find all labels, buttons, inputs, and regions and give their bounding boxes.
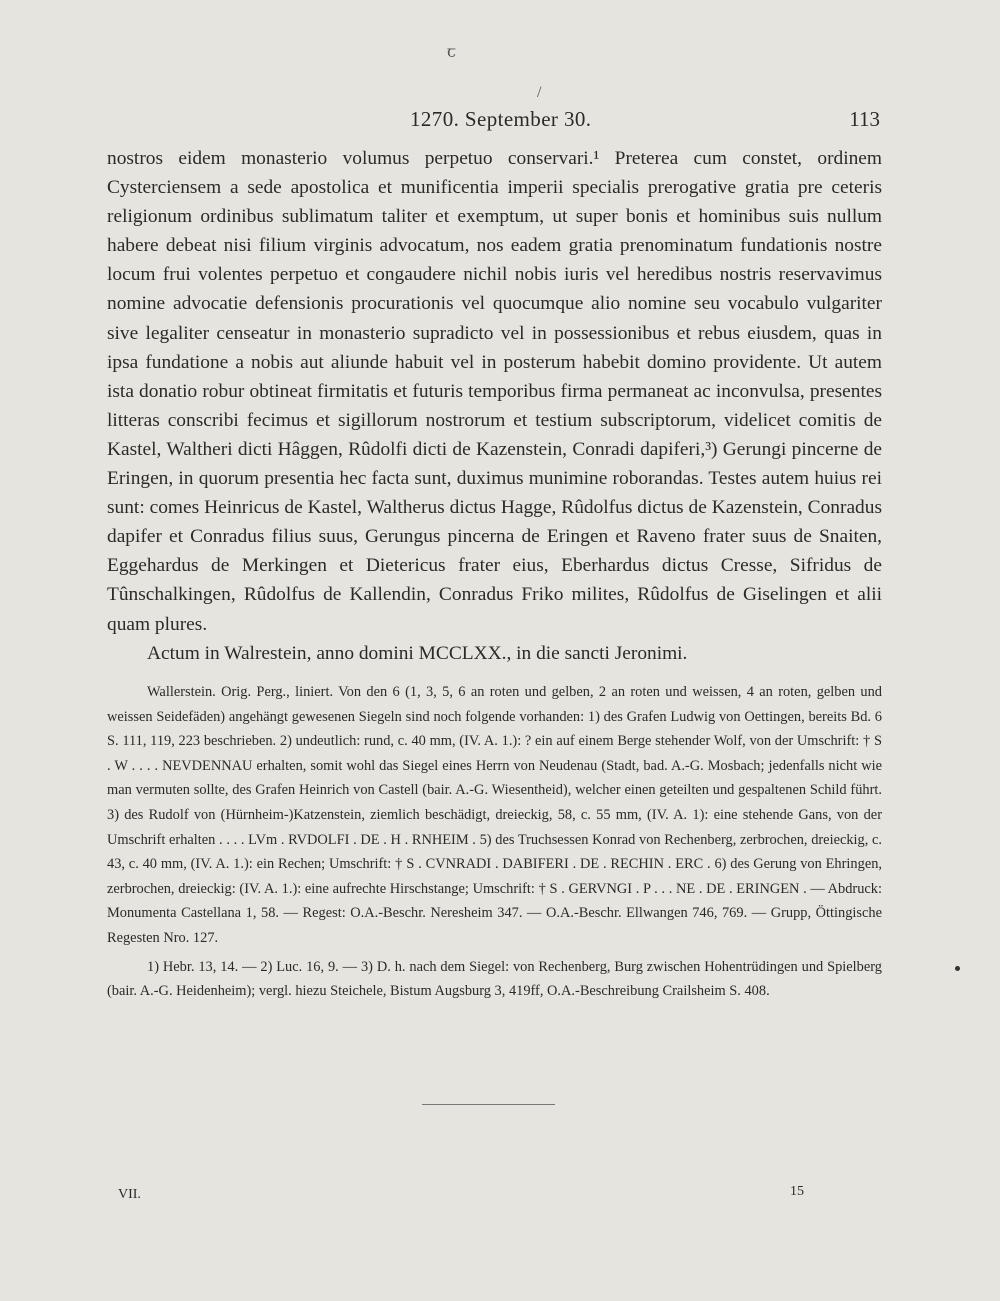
header-title: 1270. September 30. — [410, 107, 592, 131]
charter-body: nostros eidem monasterio volumus perpetuo conservari.¹ Preterea cum constet, ordinem Cysterciensem a sede apostolica et munificentia imperii specialis prerogative gratia pre ceteris religionum ordinibus sublimatum taliter et exemptum, ut super bonis et hominibus suis nullum habere debeat nisi filium virginis advocatum, nos eadem gratia prenominatum fundationis nostre locum frui volentes perpetuo et congaudere nichil nobis iuris vel heredibus nostris reservavimus nomine advocatie defensionis procurationis vel quocumque alio nomine seu vocabulo vulgariter sive legaliter censeatur in monasterio supradicto vel in possessionibus et rebus eiusdem, quas in ipsa fundatione a nobis aut aliunde habuit vel in posterum habebit domino providente. Ut autem ista donatio robur obtineat firmitatis et futuris temporibus firma permaneat ac inconvulsa, presentes litteras conscribi fecimus et sigillorum nostrorum et testium subscriptorum, videlicet comitis de Kastel, Waltheri dicti Hâggen, Rûdolfi dicti de Kazenstein, Conradi dapiferi,³) Gerungi pincerne de Eringen, in quorum presentia hec facta sunt, duximus munimine roborandas. Testes autem huius rei sunt: comes Heinricus de Kastel, Waltherus dictus Hagge, Rûdolfus dictus de Kazenstein, Conradus dapifer et Conradus filius suus, Gerungus pincerna de Eringen et Raveno frater suus de Snaiten, Eggehardus de Merkingen et Dietericus frater eius, Eberhardus dictus Cresse, Sifridus de Tûnschalkingen, Rûdolfus de Kallendin, Conradus Friko milites, Rûdolfus de Giselingen et alii quam plures. — [107, 148, 882, 635]
page-mark-slash: / — [537, 84, 542, 101]
ink-speck — [955, 966, 960, 971]
separator-rule — [422, 1104, 555, 1105]
editorial-notes — [107, 680, 882, 1004]
running-header — [107, 107, 880, 137]
sheet-number: 15 — [790, 1184, 804, 1199]
signature-mark: VII. — [118, 1187, 141, 1202]
footnotes: 1) Hebr. 13, 14. — 2) Luc. 16, 9. — 3) D. h. nach dem Siegel: von Rechenberg, Burg zwischen Hohentrüdingen und Spielberg (bair. A.-G. Heidenheim); vergl. hiezu Steichele, Bistum Augsburg 3, 419ff, O.A.-Beschreibung Crailsheim S. 408. — [107, 958, 882, 1000]
page-number: 113 — [849, 107, 880, 131]
page-mark-top: ꞇ — [447, 44, 456, 61]
charter-text — [107, 144, 882, 668]
critical-apparatus: Wallerstein. Orig. Perg., liniert. Von den 6 (1, 3, 5, 6 an roten und gelben, 2 an roten und weissen, 4 an roten, gelben und weissen Seidefäden) angehängt gewesenen Siegeln sind noch folgende vorhanden: 1) des Grafen Ludwig von Oettingen, bereits Bd. 6 S. 111, 119, 223 beschrieben. 2) undeutlich: rund, c. 40 mm, (IV. A. 1.): ? ein auf einem Berge stehender Wolf, von der Umschrift: † S . W . . . . NEVDENNAU erhalten, somit wohl das Siegel eines Herrn von Neudenau (Stadt, bad. A.-G. Mosbach; jedenfalls nicht wie man vermuten sollte, des Grafen Heinrich von Castell (bair. A.-G. Wiesentheid), welcher einen geteilten und gespaltenen Schild führt. 3) des Rudolf von (Hürnheim-)Katzenstein, ziemlich beschädigt, dreieckig, 58, c. 55 mm, (IV. A. 1): eine stehende Gans, von der Umschrift erhalten . . . . LVm . RVDOLFI . DE . H . RNHEIM . 5) des Truchsessen Konrad von Rechenberg, zerbrochen, dreieckig, c. 43, c. 40 mm, (IV. A. 1.): ein Rechen; Umschrift: † S . CVNRADI . DABIFERI . DE . RECHIN . ERC . 6) des Gerung von Ehringen, zerbrochen, dreieckig: (IV. A. 1.): eine aufrechte Hirschstange; Umschrift: † S . GERVNGI . P . . . NE . DE . ERINGEN . — Abdruck: Monumenta Castellana 1, 58. — Regest: O.A.-Beschr. Neresheim 347. — O.A.-Beschr. Ellwangen 746, 769. — Grupp, Öttingische Regesten Nro. 127. — [107, 684, 882, 946]
charter-dating: Actum in Walrestein, anno domini MCCLXX., in die sancti Jeronimi. — [147, 642, 688, 664]
